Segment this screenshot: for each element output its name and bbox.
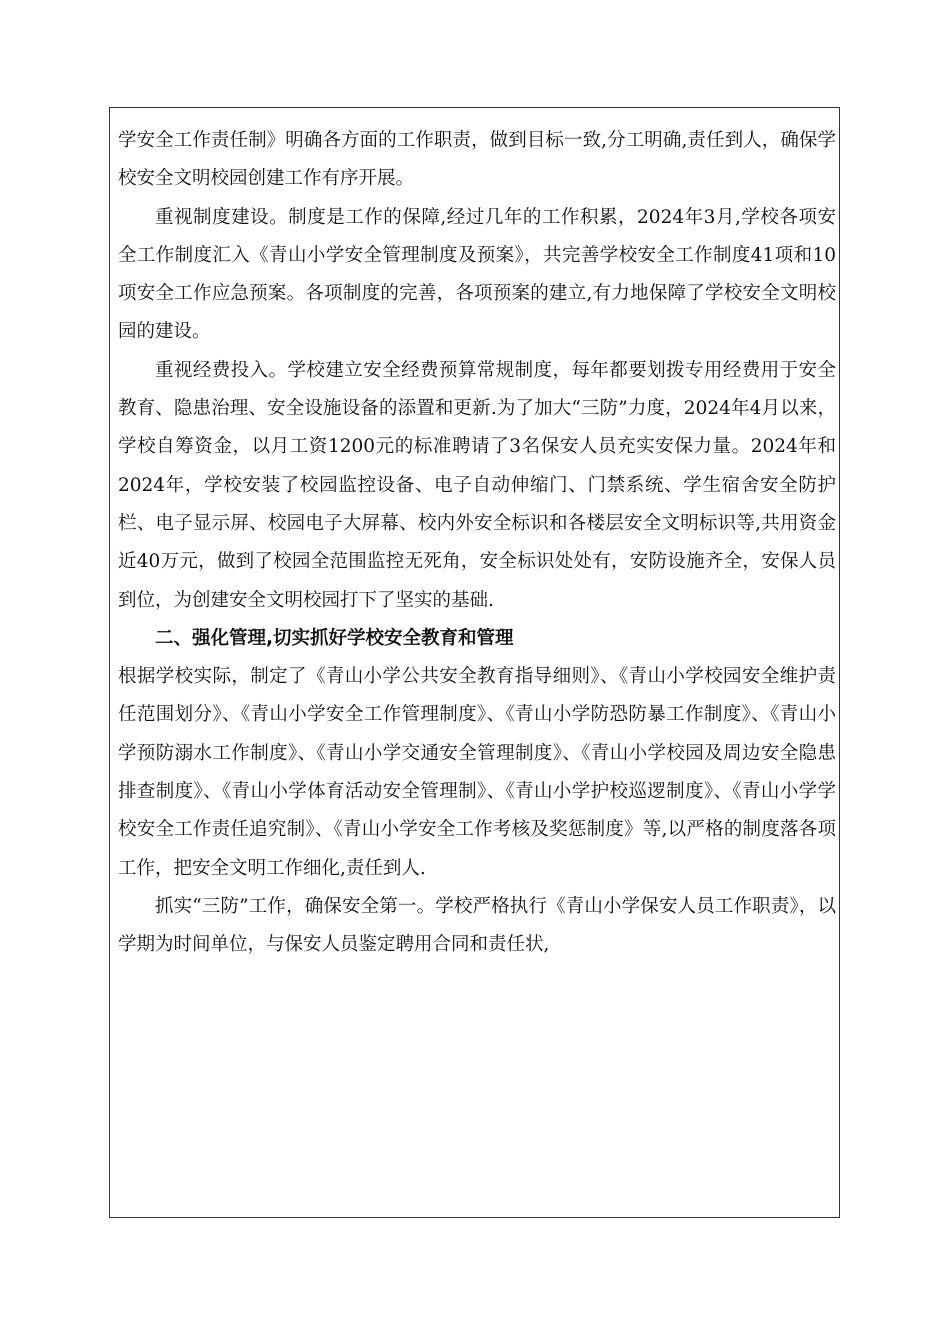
paragraph-regulations: 根据学校实际，制定了《青山小学公共安全教育指导细则》、《青山小学校园安全维护责任范围划分》、《青山小学安全工作管理制度》、《青山小学防恐防暴工作制度》、《青山小学预防溺水工作制度》、《青山小学交通安全管理制度》、《青山小学校园及周边安全隐患排查制度》、《青山小学体育活动安全管理制》、《青山小学护校巡逻制度》、《青山小学学校安全工作责任追究制》、《青山小学安全工作考核及奖惩制度》等,以严格的制度落各项工作，把安全文明工作细化,责任到人. bbox=[118, 666, 836, 879]
paragraph-three-prevention: 抓实“三防”工作，确保安全第一。学校严格执行《青山小学保安人员工作职责》，以学期为时间单位，与保安人员鉴定聘用合同和责任状, bbox=[118, 895, 836, 956]
document-frame bbox=[109, 107, 840, 1218]
document-body bbox=[118, 122, 836, 965]
paragraph-system-building: 重视制度建设。制度是工作的保障,经过几年的工作积累，2024年3月,学校各项安全工作制度汇入《青山小学安全管理制度及预案》，共完善学校安全工作制度41项和10项安全工作应急预案。各项制度的完善，各项预案的建立,有力地保障了学校安全文明校园的建设。 bbox=[118, 206, 836, 343]
paragraph-responsibility-continued: 学安全工作责任制》明确各方面的工作职责，做到目标一致,分工明确,责任到人，确保学校安全文明校园创建工作有序开展。 bbox=[118, 130, 836, 190]
section-heading-management: 二、强化管理,切实抓好学校安全教育和管理 bbox=[155, 627, 514, 649]
paragraph-funding: 重视经费投入。学校建立安全经费预算常规制度，每年都要划拨专用经费用于安全教育、隐患治理、安全设施设备的添置和更新.为了加大“三防”力度，2024年4月以来，学校自筹资金，以月工资1200元的标准聘请了3名保安人员充实安保力量。2024年和2024年，学校安装了校园监控设备、电子自动伸缩门、门禁系统、学生宿舍安全防护栏、电子显示屏、校园电子大屏幕、校内外安全标识和各楼层安全文明标识等,共用资金近40万元，做到了校园全范围监控无死角，安全标识处处有，安防设施齐全，安保人员到位，为创建安全文明校园打下了坚实的基础. bbox=[118, 359, 836, 611]
